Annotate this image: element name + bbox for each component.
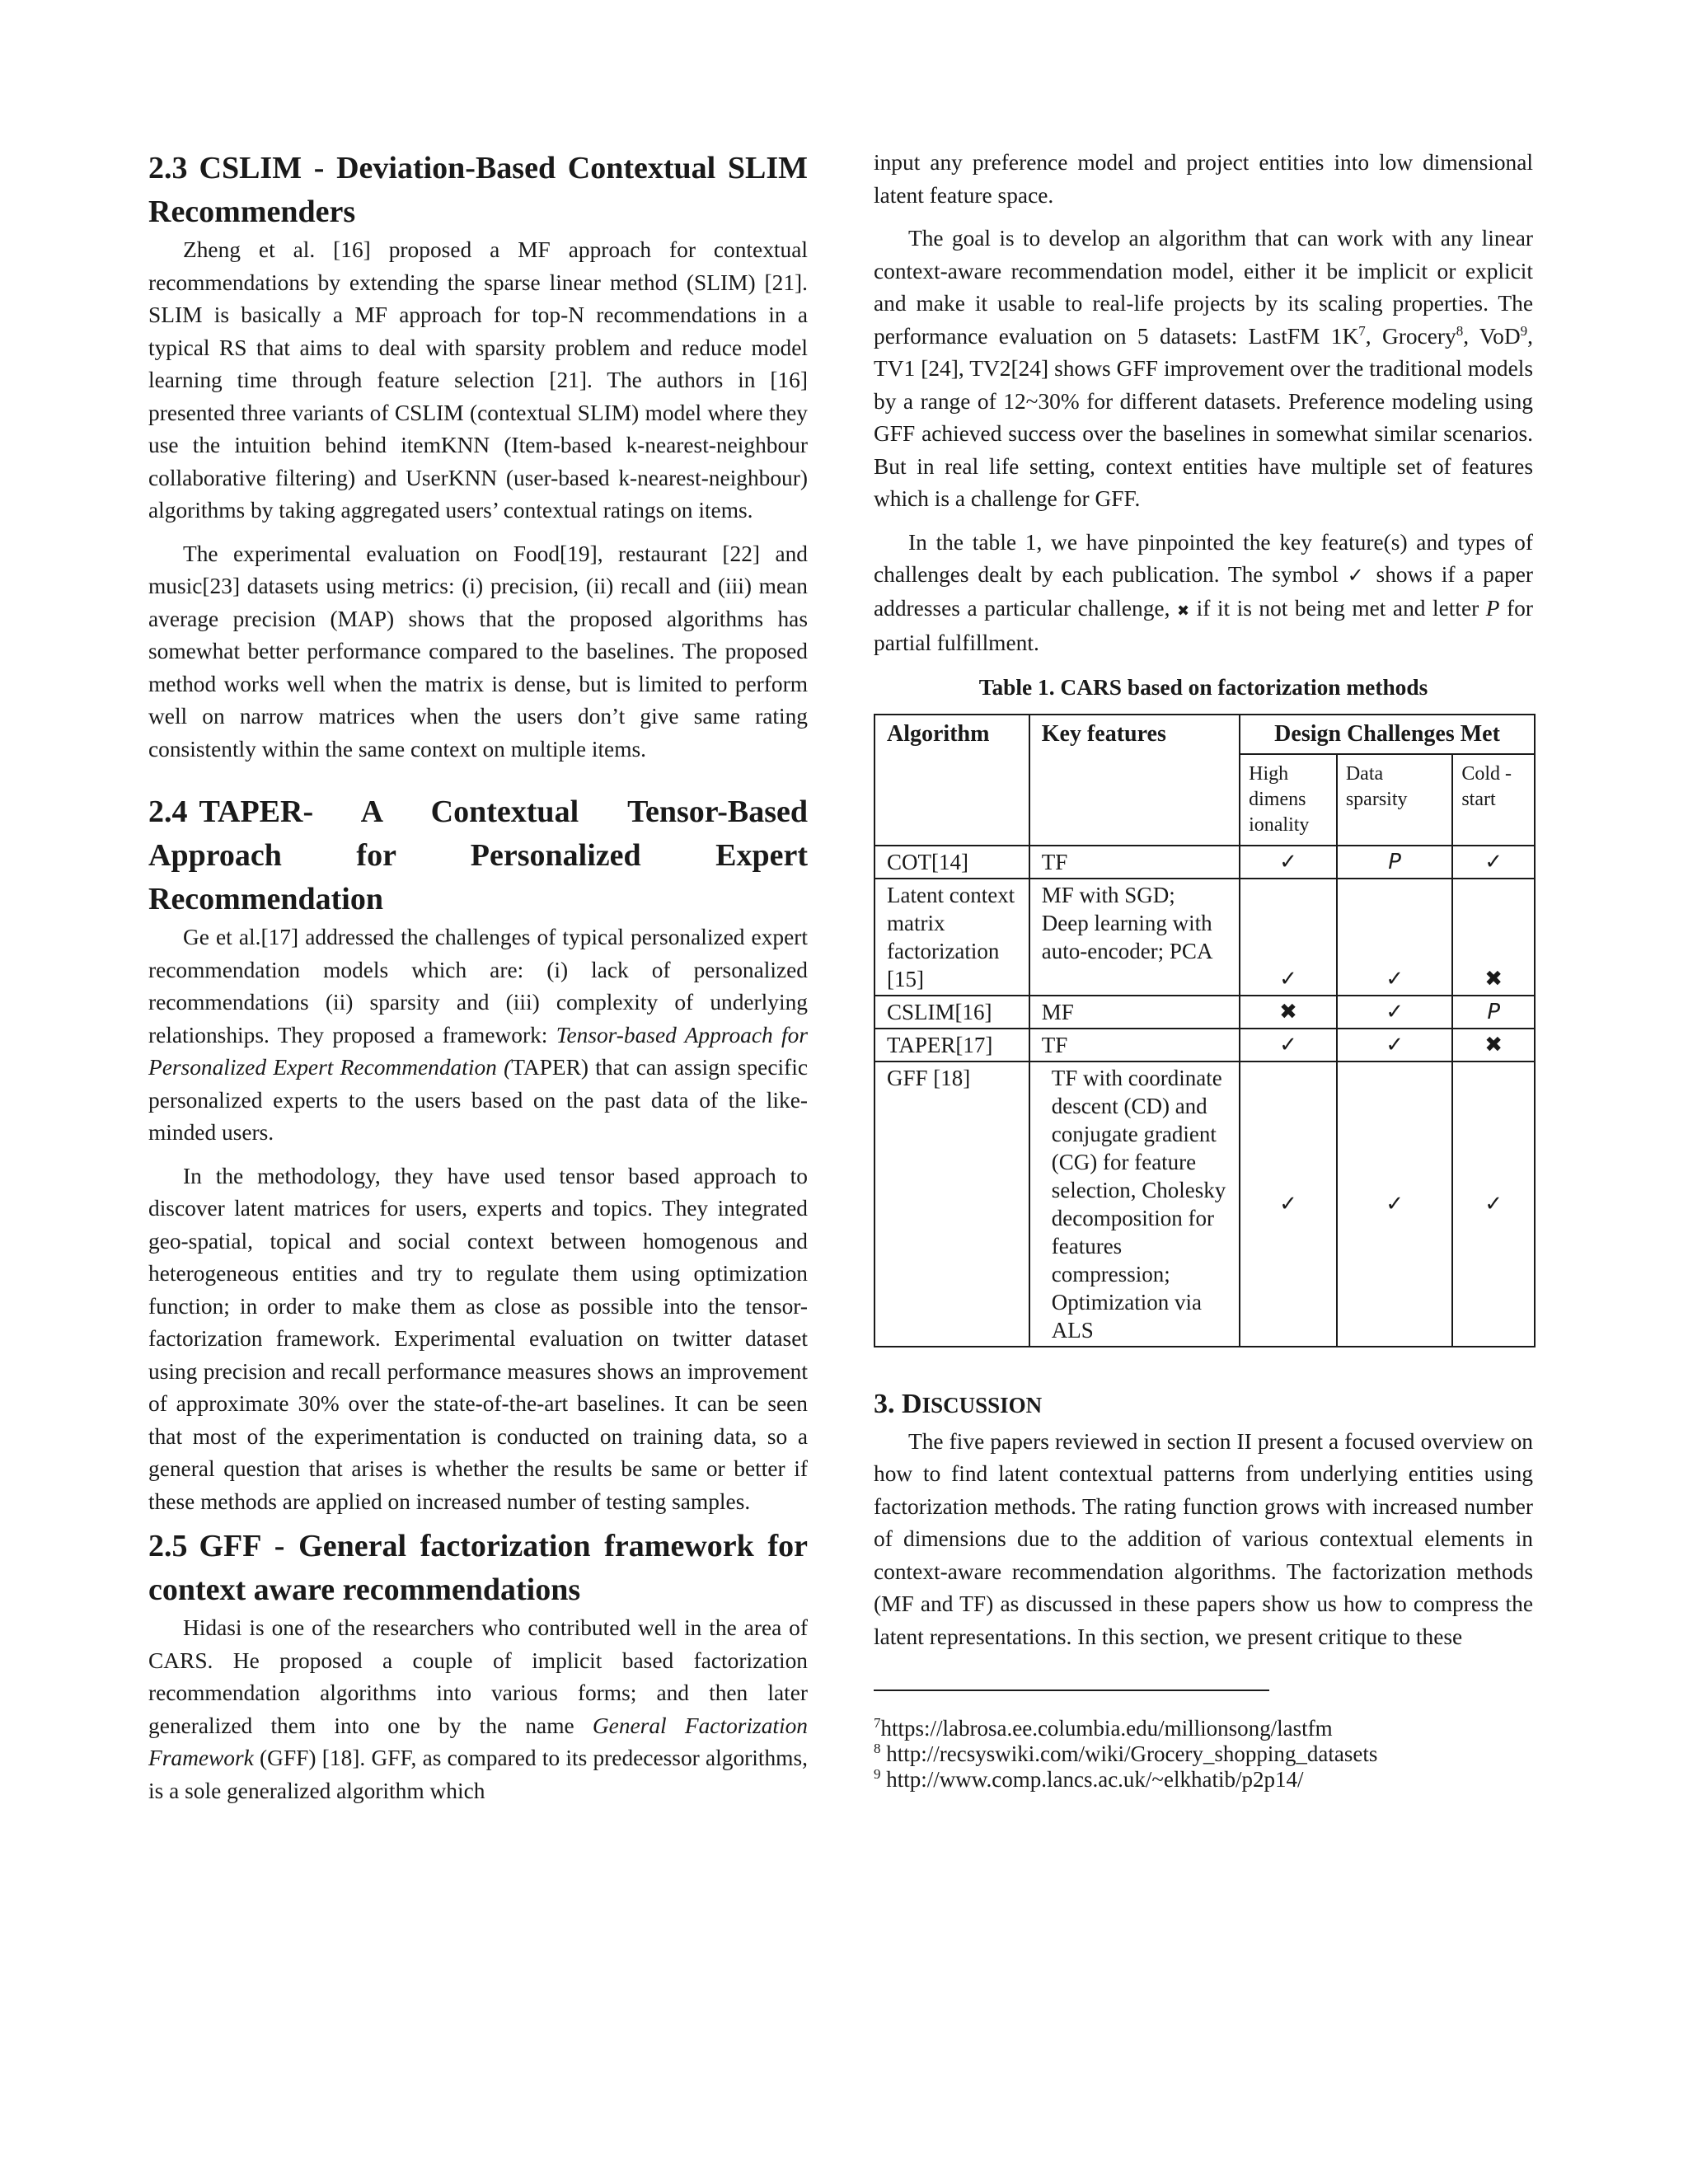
footnote-ref-7[interactable]: 7 (1358, 322, 1366, 339)
footnote-8[interactable]: $^8$ http://recsyswiki.com/wiki/Grocery_shopping_datasets (874, 1741, 1378, 1766)
cars-table (874, 714, 1536, 1347)
cell-algorithm: Latent context matrix factorization [15] (874, 879, 1029, 996)
cell-cold: ✓ (1452, 1062, 1535, 1347)
section-2-3-paragraph-1: Zheng et al. [16] proposed a MF approach for contextual recommendations by extending the sparse linear method (SLIM) [21]. SLIM is basically a MF approach for top-N recommendations in a typical RS that aims to deal with sparsity problem and reduce model learning time through feature selection [21]. The authors in [16] presented three variants of CSLIM (contextual SLIM) model where they use the intuition behind itemKNN (Item-based k-nearest-neighbour collaborative filtering) and UserKNN (user-based k-nearest-neighbour) algorithms by taking aggregated users’ contextual ratings on items. (148, 237, 808, 523)
section-2-3-heading: 2.3 CSLIM - Deviation-Based Contextual SLIM Recommenders (148, 151, 808, 229)
right-column (874, 147, 1533, 1793)
footnote-divider (874, 1690, 1269, 1691)
cell-high: ✓ (1240, 1062, 1337, 1347)
section-2-3-paragraph-2: The experimental evaluation on Food[19], restaurant [22] and music[23] datasets using metrics: (i) precision, (ii) recall and (iii) mean average precision (MAP) shows that the proposed algorithms has somewhat better performance compared to the baselines. The proposed method works well when the matrix is dense, but is limited to perform well on narrow matrices when the users don’t give same rating consistently within the same context on multiple items. (148, 541, 808, 762)
cell-features: TF (1029, 1029, 1240, 1062)
cell-high: ✓ (1240, 879, 1337, 996)
table-row (874, 846, 1535, 879)
table-row (874, 1029, 1535, 1062)
cell-high: ✓ (1240, 846, 1337, 879)
footnote-ref-8[interactable]: 8 (1456, 322, 1464, 339)
left-column (148, 147, 808, 1807)
table-row (874, 996, 1535, 1029)
header-algorithm: Algorithm (874, 715, 1029, 846)
check-icon: ✓ (1347, 564, 1367, 587)
cell-features: TF with coordinate descent (CD) and conjugate gradient (CG) for feature selection, Cholesky decomposition for features compression; Optimization via ALS (1029, 1062, 1240, 1347)
section-2-5-paragraph-1: Hidasi is one of the researchers who contributed well in the area of CARS. He proposed a couple of implicit based factorization recommendation algorithms into various forms; and then later generalized them into one by the name General Factorization Framework (GFF) [18]. GFF, as compared to its predecessor algorithms, is a sole generalized algorithm which (148, 1615, 808, 1803)
section-2-5-heading: 2.5 GFF - General factorization framework for context aware recommendations (148, 1529, 808, 1607)
cell-algorithm: CSLIM[16] (874, 996, 1029, 1029)
section-3-paragraph-1: The five papers reviewed in section II present a focused overview on how to find latent contextual patterns from underlying entities using factorization methods. The rating function grows with increased number of dimensions due to the addition of various contextual elements in context-aware recommendation algorithms. The factorization methods (MF and TF) as discussed in these papers show us how to compress the latent representations. In this section, we present critique to these (874, 1428, 1533, 1649)
cell-high: ✖ (1240, 996, 1337, 1029)
cell-high: ✓ (1240, 1029, 1337, 1062)
section-3-heading: 3. DISCUSSION (874, 1388, 1043, 1419)
cell-cold: ✓ (1452, 846, 1535, 879)
section-2-4-heading: 2.4 TAPER- A Contextual Tensor-Based Approach for Personalized Expert Recommendation (148, 794, 808, 916)
footnote-ref-9[interactable]: 9 (1520, 322, 1528, 339)
cross-icon: ✖ (1176, 602, 1190, 620)
cell-sparsity: ✓ (1337, 1029, 1452, 1062)
cell-sparsity: ✓ (1337, 996, 1452, 1029)
cell-cold: ✖ (1452, 879, 1535, 996)
header-key-features: Key features (1029, 715, 1240, 846)
cell-algorithm: COT[14] (874, 846, 1029, 879)
table-row (874, 879, 1535, 996)
cell-sparsity: ✓ (1337, 1062, 1452, 1347)
gff-continued-paragraph: input any preference model and project entities into low dimensional latent feature space. (874, 150, 1533, 208)
header-data-sparsity: Data sparsity (1337, 754, 1452, 846)
header-design-challenges: Design Challenges Met (1240, 715, 1535, 754)
cell-features: MF (1029, 996, 1240, 1029)
cell-features: MF with SGD; Deep learning with auto-encoder; PCA (1029, 879, 1240, 996)
header-cold-start: Cold -start (1452, 754, 1535, 846)
footnote-7[interactable]: $^7$https://labrosa.ee.columbia.edu/millionsong/lastfm (874, 1715, 1333, 1741)
cell-cold: P (1452, 996, 1535, 1029)
cell-algorithm: TAPER[17] (874, 1029, 1029, 1062)
header-high-dimensionality: High dimens ionality (1240, 754, 1337, 846)
cell-algorithm: GFF [18] (874, 1062, 1029, 1347)
cell-features: TF (1029, 846, 1240, 879)
cell-sparsity: ✓ (1337, 879, 1452, 996)
table-intro-paragraph: In the table 1, we have pinpointed the key feature(s) and types of challenges dealt by each publication. The symbol ✓ shows if a paper addresses a particular challenge, ✖ if it is not being met and letter P for partial fulfillment. (874, 529, 1533, 655)
cell-sparsity: P (1337, 846, 1452, 879)
section-2-4-paragraph-2: In the methodology, they have used tensor based approach to discover latent matrices for users, experts and topics. They integrated geo-spatial, topical and social context between homogenous and heterogeneous entities and try to regulate them using optimization function; in order to make them as close as possible into the tensor-factorization framework. Experimental evaluation on twitter dataset using precision and recall performance measures shows an improvement of approximate 30% over the state-of-the-art baselines. It can be seen that most of the experimentation is conducted on training data, so a general question that arises is whether the results be same or better if these methods are applied on increased number of testing samples. (148, 1163, 808, 1514)
cell-cold: ✖ (1452, 1029, 1535, 1062)
table-row (874, 1062, 1535, 1347)
footnote-9[interactable]: $^9$ http://www.comp.lancs.ac.uk/~elkhatib/p2p14/ (874, 1766, 1304, 1792)
section-2-4-paragraph-1: Ge et al.[17] addressed the challenges of typical personalized expert recommendation models which are: (i) lack of personalized recommendations (ii) sparsity and (iii) complexity of underlying relationships. They proposed a framework: Tensor-based Approach for Personalized Expert Recommendation (TAPER) that can assign specific personalized experts to the users based on the past data of the like-minded users. (148, 925, 809, 1145)
gff-goal-paragraph: The goal is to develop an algorithm that can work with any linear context-aware recommendation model, either it be implicit or explicit and make it usable to real-life projects by its scaling properties. The performance evaluation on 5 datasets: LastFM $1K^7$, Grocery$^8$, VoD$^9$, TV1 [24], TV2[24] shows GFF improvement over the traditional models by a range of 12~30% for different datasets. Preference modeling using GFF achieved success over the baselines in somewhat similar scenarios. But in real life setting, context entities have multiple set of features which is a challenge for GFF. (874, 226, 1533, 511)
table-caption: Table 1. CARS based on factorization methods (978, 674, 1428, 700)
